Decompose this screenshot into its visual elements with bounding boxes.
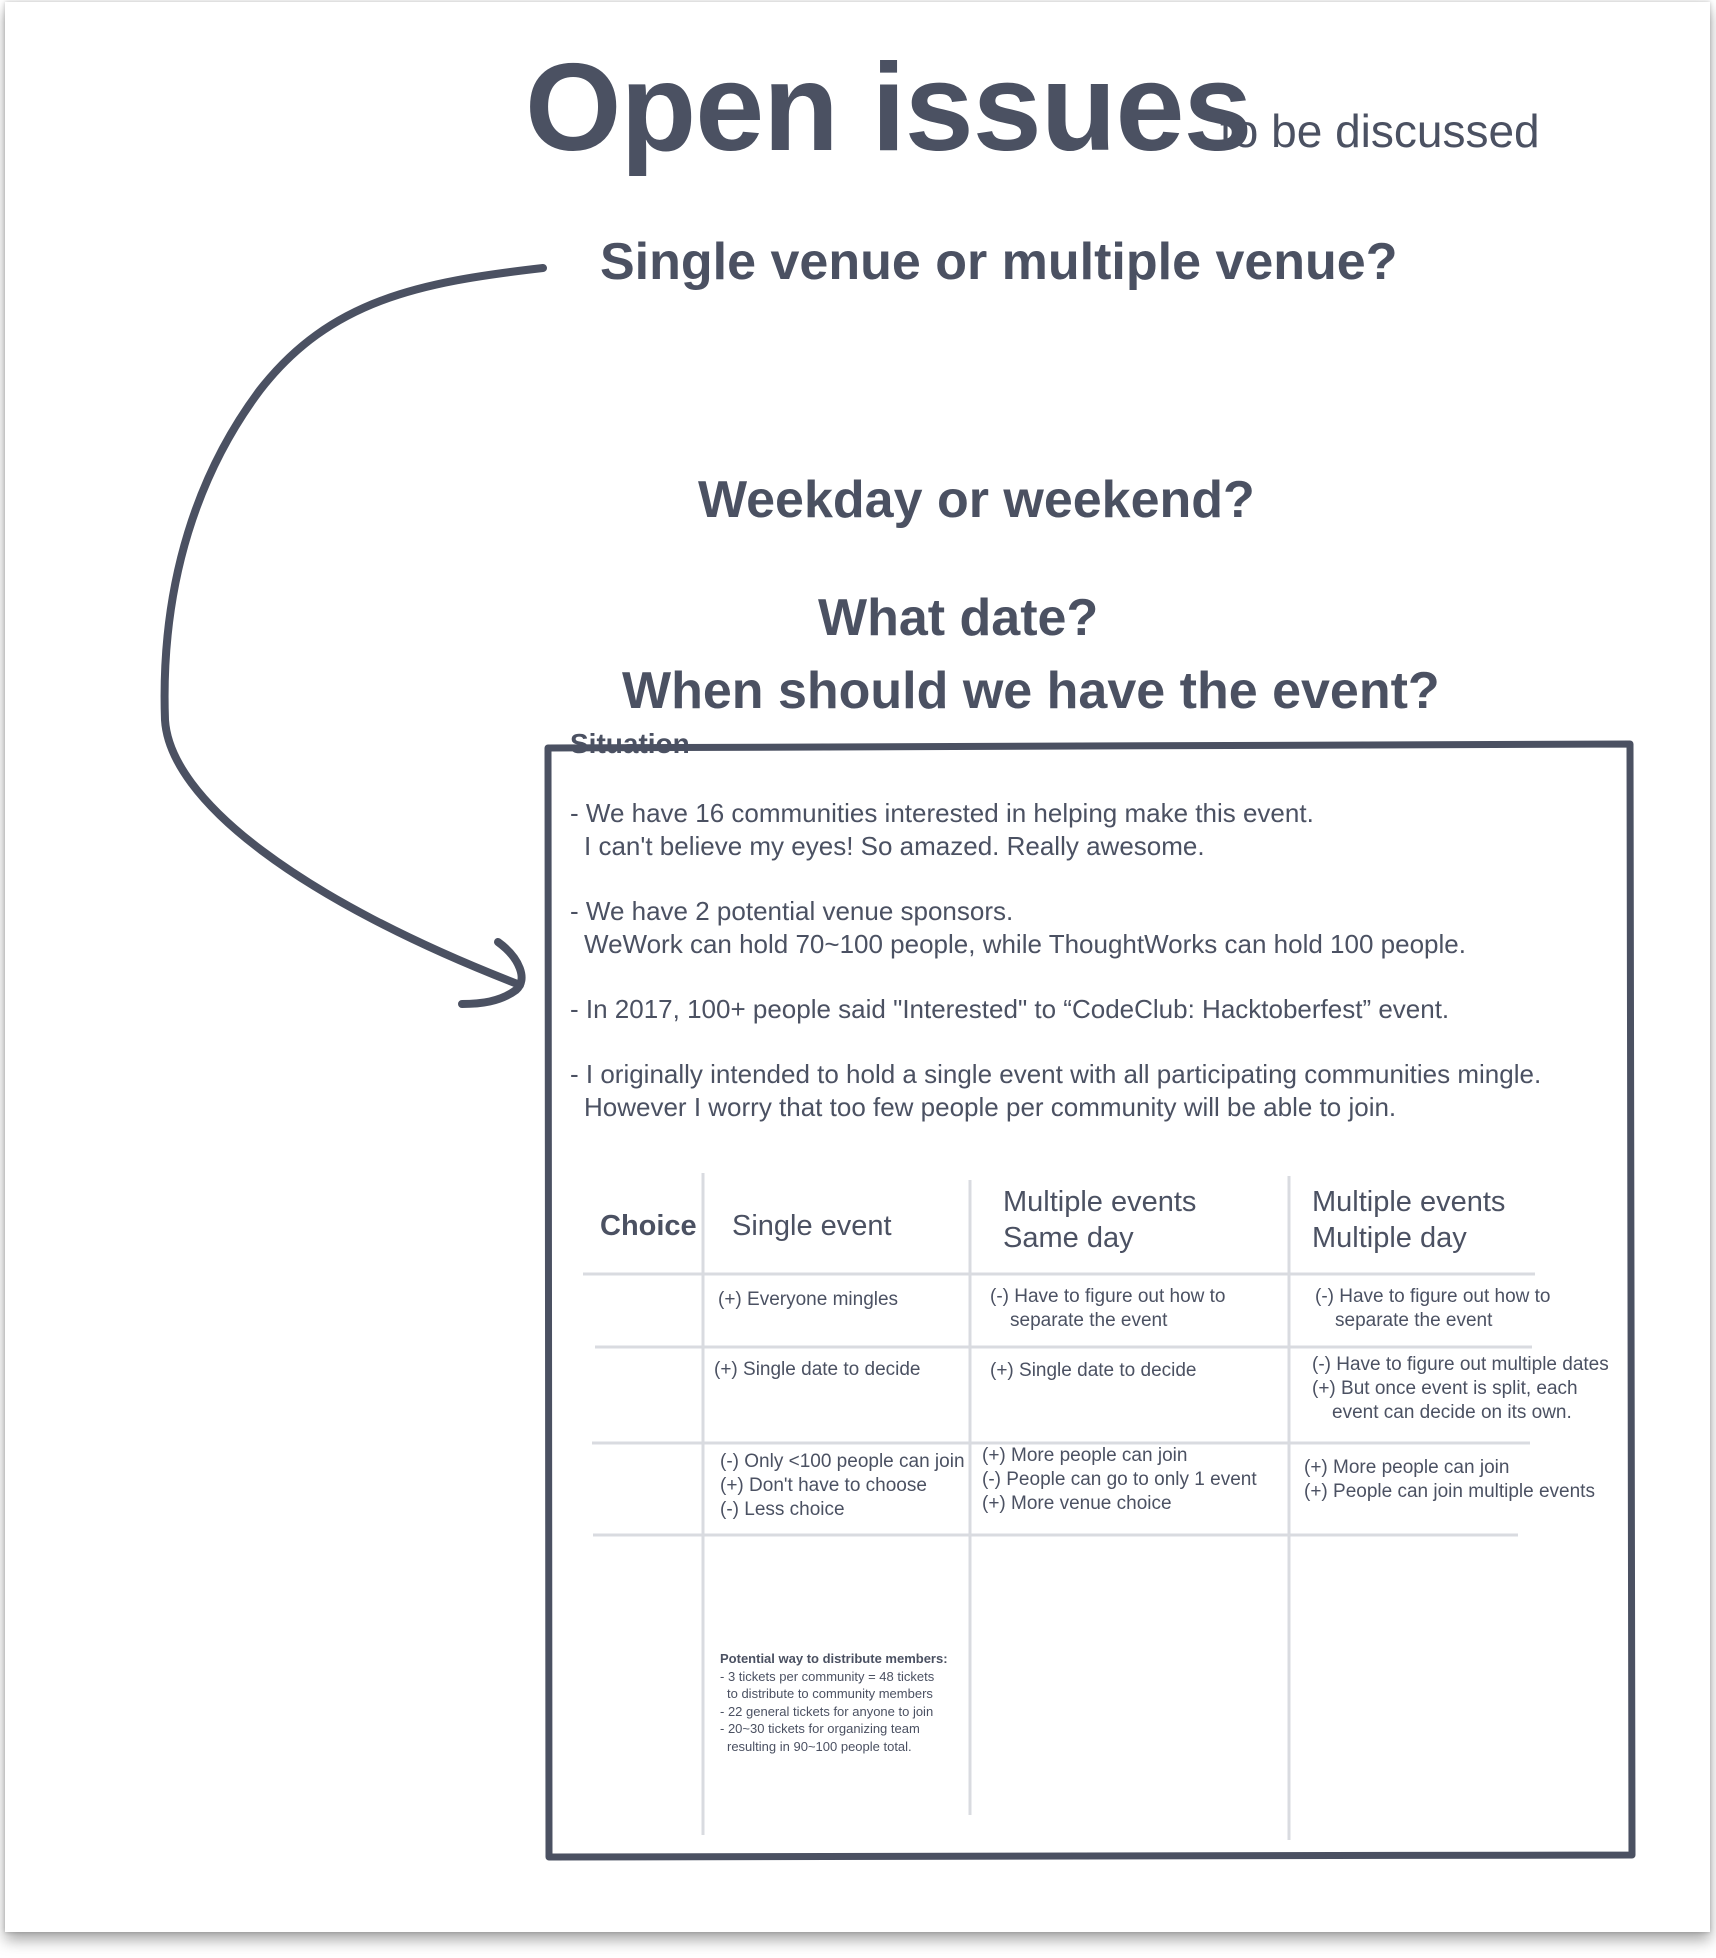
- situation-heading: Situation: [570, 730, 690, 759]
- note-line: - 22 general tickets for anyone to join: [720, 1703, 934, 1719]
- table-cell: [1315, 1285, 1551, 1333]
- cell-line: (-) Only <100 people can join: [720, 1451, 965, 1472]
- note-line: to distribute to community members: [727, 1686, 933, 1701]
- cell-line: (+) More venue choice: [982, 1493, 1172, 1514]
- cell-line: separate the event: [1010, 1310, 1168, 1331]
- note-heading: Potential way to distribute members:: [720, 1651, 948, 1666]
- table-cell: [990, 1285, 1226, 1333]
- situation-line: - I originally intended to hold a single event with all participating communities mingle.: [570, 1059, 1542, 1089]
- cell-line: (+) More people can join: [982, 1445, 1188, 1466]
- cell-line: (-) Have to figure out how to: [990, 1286, 1226, 1307]
- cell-line: (+) Single date to decide: [990, 1360, 1197, 1381]
- situation-line: I can't believe my eyes! So amazed. Really awesome.: [584, 831, 1205, 861]
- situation-line: However I worry that too few people per community will be able to join.: [584, 1092, 1397, 1122]
- question-venue: Single venue or multiple venue?: [600, 233, 1398, 291]
- page-subtitle: to be discussed: [1220, 105, 1540, 157]
- cell-line: (+) Don't have to choose: [720, 1475, 927, 1496]
- column-header-single-event: Single event: [732, 1210, 892, 1242]
- table-cell: [714, 1358, 921, 1382]
- header-line: Multiple events: [1003, 1186, 1197, 1218]
- column-header-choice: Choice: [600, 1210, 697, 1242]
- situation-line: - We have 16 communities interested in helping make this event.: [570, 798, 1314, 828]
- cell-line: (+) But once event is split, each: [1312, 1378, 1578, 1399]
- note-line: - 3 tickets per community = 48 tickets: [720, 1668, 935, 1684]
- header-line: Same day: [1003, 1222, 1134, 1254]
- situation-line: - We have 2 potential venue sponsors.: [570, 896, 1014, 926]
- situation-line: WeWork can hold 70~100 people, while ThoughtWorks can hold 100 people.: [584, 929, 1466, 959]
- cell-line: (-) Less choice: [720, 1499, 845, 1520]
- question-weekday: Weekday or weekend?: [698, 471, 1255, 529]
- table-cell: [1304, 1456, 1595, 1504]
- table-cell: [982, 1444, 1257, 1516]
- table-cell: [718, 1288, 898, 1312]
- cell-line: (-) Have to figure out how to: [1315, 1286, 1551, 1307]
- cell-line: (+) Single date to decide: [714, 1359, 921, 1380]
- column-header-multiple-same-day: [1003, 1184, 1263, 1256]
- cell-line: (+) More people can join: [1304, 1457, 1510, 1478]
- cell-line: separate the event: [1335, 1310, 1493, 1331]
- cell-line: (+) People can join multiple events: [1304, 1481, 1595, 1502]
- situation-line: - In 2017, 100+ people said "Interested" to “CodeClub: Hacktoberfest” event.: [570, 994, 1450, 1024]
- column-header-multiple-day: [1312, 1184, 1572, 1256]
- cell-line: event can decide on its own.: [1332, 1402, 1572, 1423]
- cell-line: (+) Everyone mingles: [718, 1289, 899, 1310]
- note-line: - 20~30 tickets for organizing team: [720, 1721, 920, 1736]
- question-when: When should we have the event?: [622, 662, 1440, 720]
- distribution-note: [720, 1650, 948, 1755]
- connector-arrow: [165, 268, 543, 985]
- cell-line: (-) People can go to only 1 event: [982, 1469, 1257, 1490]
- header-line: Multiple day: [1312, 1222, 1467, 1254]
- table-cell: [990, 1359, 1197, 1383]
- header-line: Multiple events: [1312, 1186, 1506, 1218]
- page-title: Open issues: [525, 39, 1252, 177]
- table-cell: [720, 1450, 965, 1522]
- note-line: resulting in 90~100 people total.: [727, 1738, 912, 1754]
- table-cell: [1312, 1353, 1609, 1425]
- cell-line: (-) Have to figure out multiple dates: [1312, 1354, 1609, 1375]
- question-date: What date?: [818, 589, 1099, 647]
